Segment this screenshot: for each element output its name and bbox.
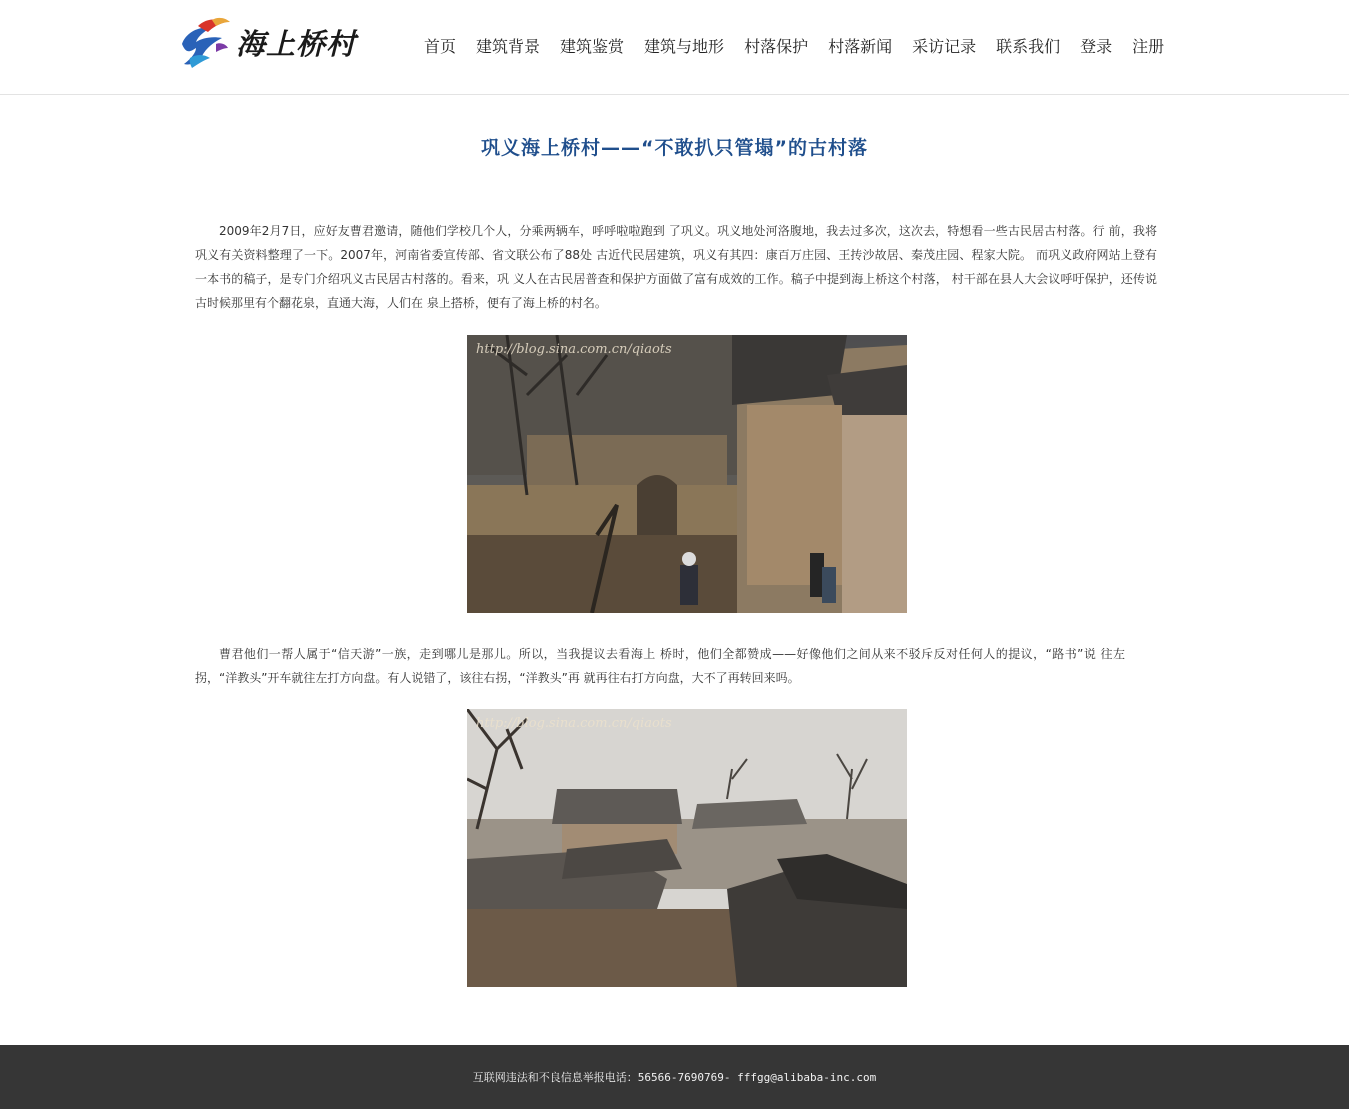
site-footer <box>0 1045 1349 1109</box>
nav-home[interactable]: 首页 <box>424 37 457 56</box>
nav-interview-records[interactable]: 采访记录 <box>912 37 977 56</box>
logo-text: 海上桥村 <box>236 26 357 61</box>
main-nav <box>424 36 1164 60</box>
article-paragraph-2: 曹君他们一帮人属于“信天游”一族，走到哪儿是那儿。所以，当我提议去看海上 桥时，他们全都赞成——好像他们之间从来不驳斥反对任何人的提议，“路书”说 往左拐，“洋教头”开车就往左打方向盘。有人说错了，该往右拐，“洋教头”再 就再往右打方向盘，大不了再转回来吗。 <box>195 647 1125 685</box>
nav-architecture-appreciation[interactable]: 建筑鉴赏 <box>560 37 625 56</box>
nav-login[interactable]: 登录 <box>1080 37 1113 56</box>
nav-village-protection[interactable]: 村落保护 <box>744 37 809 56</box>
article-photo-village-rooftops <box>467 709 907 987</box>
nav-architecture-background[interactable]: 建筑背景 <box>476 37 541 56</box>
article-paragraph-1: 2009年2月7日，应好友曹君邀请，随他们学校几个人，分乘两辆车，呼呼啦啦跑到 了巩义。巩义地处河洛腹地，我去过多次，这次去，特想看一些古民居古村落。行 前，我将巩义有关资料整理了一下。2007年，河南省委宣传部、省文联公布了88处 古近代民居建筑，巩义有其四：康百万庄园、王抟沙故居、秦茂庄园、程家大院。 而巩义政府网站上登有一本书的稿子，是专门介绍巩义古民居古村落的。看来，巩 义人在古民居普查和保护方面做了富有成效的工作。稿子中提到海上桥这个村落， 村干部在县人大会议呼吁保护，还传说古时候那里有个翻花泉，直通大海，人们在 泉上搭桥，便有了海上桥的村名。 <box>195 224 1157 310</box>
nav-village-news[interactable]: 村落新闻 <box>828 37 893 56</box>
nav-register[interactable]: 注册 <box>1132 37 1165 56</box>
nav-architecture-terrain[interactable]: 建筑与地形 <box>644 37 725 56</box>
photo-watermark: http://blog.sina.com.cn/qiaots <box>476 716 672 731</box>
photo-watermark: http://blog.sina.com.cn/qiaots <box>476 342 672 357</box>
nav-contact-us[interactable]: 联系我们 <box>996 37 1061 56</box>
logo-emblem-icon <box>176 14 232 70</box>
site-logo[interactable] <box>176 14 361 70</box>
footer-report-line <box>0 1069 1349 1085</box>
footer-report-label: 互联网违法和不良信息举报电话： <box>472 1071 638 1084</box>
article-photo-village-courtyard <box>467 335 907 613</box>
footer-report-contact: 56566-7690769- fffgg@alibaba-inc.com <box>637 1071 877 1084</box>
article-title: 巩义海上桥村——“不敢扒只管塌”的古村落 <box>481 137 868 159</box>
site-header <box>0 0 1349 95</box>
